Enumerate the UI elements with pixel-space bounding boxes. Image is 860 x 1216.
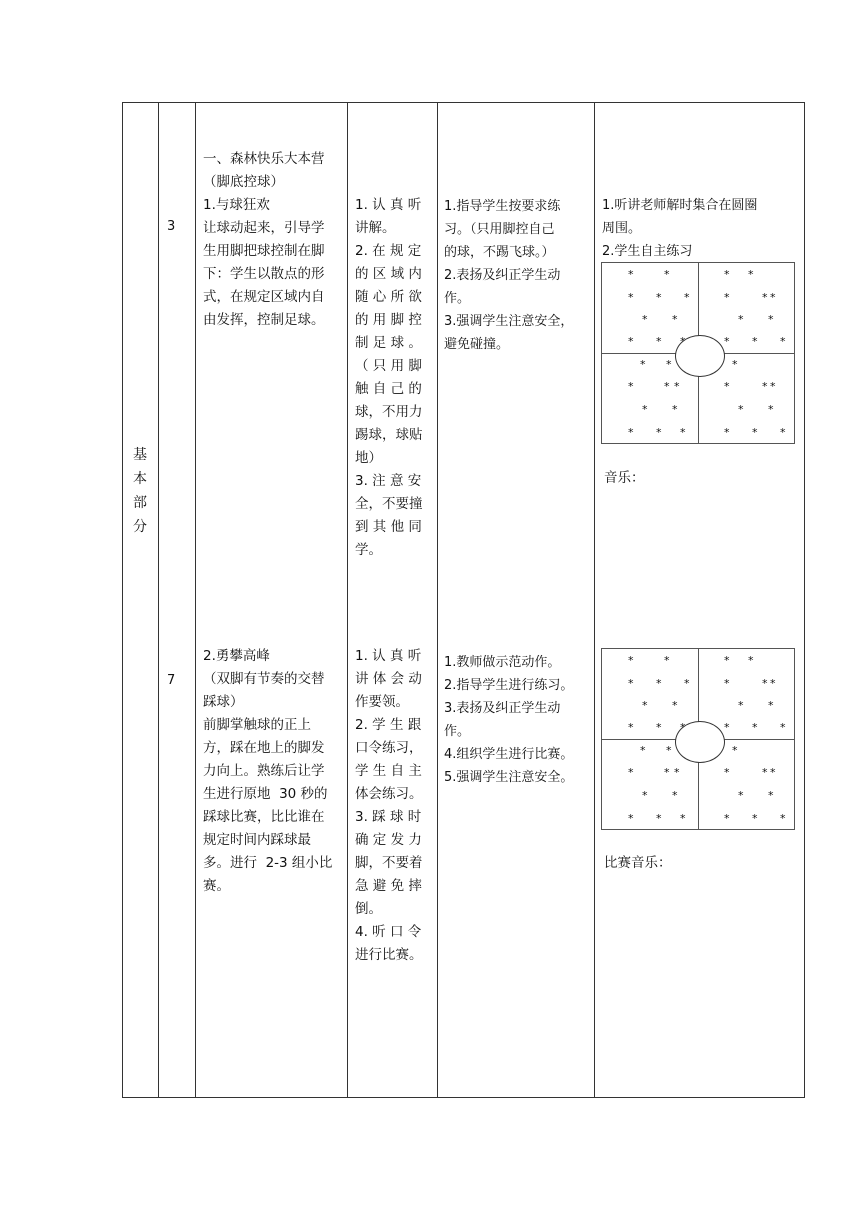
student-marker: * — [752, 426, 758, 439]
student-marker: * — [724, 291, 730, 304]
student-line: 脚，不要着 — [355, 855, 423, 871]
row-2-content — [203, 645, 345, 898]
teacher-line: 5.强调学生注意安全。 — [444, 770, 574, 785]
student-line: 4. 听 口 令 — [355, 924, 422, 940]
teacher-line: 的球，不踢飞球。） — [444, 245, 555, 260]
student-marker: * — [664, 766, 670, 779]
student-marker: * — [672, 403, 678, 416]
student-marker: * — [640, 358, 646, 371]
student-marker: * — [770, 677, 776, 690]
student-marker: * — [628, 291, 634, 304]
student-marker: * — [738, 699, 744, 712]
content-line: 式，在规定区域内自 — [203, 289, 325, 305]
student-marker: * — [724, 677, 730, 690]
teacher-line: 1.指导学生按要求练 — [444, 199, 561, 214]
student-marker: * — [672, 313, 678, 326]
student-line: 1. 认 真 听 — [355, 197, 422, 213]
student-marker: * — [738, 403, 744, 416]
student-marker: * — [724, 766, 730, 779]
student-line: 地） — [355, 450, 382, 466]
teacher-line: 3.强调学生注意安全， — [444, 314, 574, 329]
student-line: 踢球，球贴 — [355, 427, 423, 443]
student-marker: * — [628, 677, 634, 690]
student-line: 倒。 — [355, 901, 382, 917]
section-label-char: 本 — [133, 471, 147, 487]
student-marker: * — [628, 654, 634, 667]
section-label-char: 部 — [133, 495, 147, 511]
student-marker: * — [770, 766, 776, 779]
student-line: （ 只 用 脚 — [355, 358, 422, 374]
content-line: 踩球比赛，比比谁在 — [203, 809, 325, 825]
student-marker: * — [724, 721, 730, 734]
row-1-teacher-activity — [444, 195, 592, 356]
student-line: 2. 在 规 定 — [355, 243, 422, 259]
student-line: 3. 踩 球 时 — [355, 809, 422, 825]
student-line: 体会练习。 — [355, 786, 423, 802]
column-divider — [195, 103, 196, 1097]
student-line: 急 避 免 摔 — [355, 878, 422, 894]
section-label-char: 分 — [133, 519, 147, 535]
student-marker: * — [762, 380, 768, 393]
content-line: 前脚掌触球的正上 — [203, 717, 311, 733]
student-marker: * — [724, 268, 730, 281]
student-marker: * — [762, 291, 768, 304]
section-label — [131, 443, 149, 539]
student-marker: * — [724, 380, 730, 393]
student-marker: * — [748, 654, 754, 667]
student-marker: * — [732, 358, 738, 371]
column-divider — [347, 103, 348, 1097]
student-marker: * — [780, 335, 786, 348]
student-marker: * — [664, 380, 670, 393]
teacher-line: 1.教师做示范动作。 — [444, 655, 561, 670]
formation-diagram — [601, 262, 795, 444]
student-marker: * — [656, 291, 662, 304]
student-line: 学。 — [355, 542, 382, 558]
teacher-line: 4.组织学生进行比赛。 — [444, 747, 574, 762]
student-marker: * — [674, 380, 680, 393]
student-line: 讲 体 会 动 — [355, 671, 422, 687]
content-line: 一、森林快乐大本营 — [203, 151, 325, 167]
row-2-student-activity — [355, 645, 435, 967]
content-line: （双脚有节奏的交替 — [203, 671, 325, 687]
row-1-organization — [602, 194, 802, 263]
student-marker: * — [752, 335, 758, 348]
lesson-table — [122, 102, 805, 1098]
student-line: 进行比赛。 — [355, 947, 423, 963]
student-marker: * — [656, 812, 662, 825]
student-marker: * — [656, 677, 662, 690]
student-marker: * — [666, 358, 672, 371]
content-line: 方，踩在地上的脚发 — [203, 740, 325, 756]
student-marker: * — [642, 699, 648, 712]
student-marker: * — [752, 812, 758, 825]
row-1-time: 3 — [167, 219, 176, 234]
organization-line: 2.学生自主练习 — [602, 244, 693, 259]
row-1-music-label: 音乐： — [604, 470, 645, 486]
student-marker: * — [628, 721, 634, 734]
formation-diagram — [601, 648, 795, 830]
content-line: 1.与球狂欢 — [203, 197, 270, 213]
student-marker: * — [724, 426, 730, 439]
content-line: 多。进行 2-3 组小比 — [203, 855, 333, 871]
student-marker: * — [642, 789, 648, 802]
student-marker: * — [628, 380, 634, 393]
student-marker: * — [768, 313, 774, 326]
student-line: 全，不要撞 — [355, 496, 423, 512]
row-2-teacher-activity — [444, 651, 592, 789]
student-marker: * — [738, 313, 744, 326]
row-1-content — [203, 148, 345, 332]
student-marker: * — [666, 744, 672, 757]
student-marker: * — [732, 744, 738, 757]
student-marker: * — [684, 677, 690, 690]
student-marker: * — [656, 721, 662, 734]
column-divider — [594, 103, 595, 1097]
student-line: 学 生 自 主 — [355, 763, 422, 779]
content-line: 规定时间内踩球最 — [203, 832, 311, 848]
content-line: 下：学生以散点的形 — [203, 266, 325, 282]
student-line: 确 定 发 力 — [355, 832, 422, 848]
teacher-line: 3.表扬及纠正学生动 — [444, 701, 561, 716]
student-marker: * — [680, 812, 686, 825]
student-marker: * — [640, 744, 646, 757]
student-marker: * — [680, 426, 686, 439]
student-marker: * — [674, 766, 680, 779]
teacher-line: 避免碰撞。 — [444, 337, 510, 352]
row-1-student-activity — [355, 194, 435, 562]
row-2-music-label: 比赛音乐： — [604, 855, 672, 871]
content-line: 生用脚把球控制在脚 — [203, 243, 325, 259]
student-marker: * — [738, 789, 744, 802]
column-divider — [158, 103, 159, 1097]
content-line: 踩球） — [203, 694, 244, 710]
student-line: 制 足 球 。 — [355, 335, 422, 351]
content-line: 赛。 — [203, 878, 230, 894]
student-line: 到 其 他 同 — [355, 519, 422, 535]
student-marker: * — [780, 812, 786, 825]
student-marker: * — [780, 721, 786, 734]
student-marker: * — [748, 268, 754, 281]
student-line: 触 自 己 的 — [355, 381, 422, 397]
student-line: 的 用 脚 控 — [355, 312, 422, 328]
student-marker: * — [684, 291, 690, 304]
center-circle — [675, 721, 725, 763]
student-marker: * — [724, 812, 730, 825]
student-marker: * — [768, 789, 774, 802]
student-line: 作要领。 — [355, 694, 409, 710]
content-line: 让球动起来，引导学 — [203, 220, 325, 236]
section-label-char: 基 — [133, 447, 147, 463]
teacher-line: 2.指导学生进行练习。 — [444, 678, 574, 693]
student-line: 口令练习， — [355, 740, 423, 756]
student-line: 3. 注 意 安 — [355, 473, 422, 489]
content-line: 由发挥，控制足球。 — [203, 312, 325, 328]
student-marker: * — [628, 268, 634, 281]
student-line: 1. 认 真 听 — [355, 648, 422, 664]
content-line: （脚底控球） — [203, 174, 284, 190]
organization-line: 周围。 — [602, 221, 642, 236]
student-marker: * — [656, 426, 662, 439]
student-line: 球，不用力 — [355, 404, 423, 420]
student-marker: * — [724, 654, 730, 667]
teacher-line: 习。（只用脚控自己 — [444, 222, 555, 237]
column-divider — [437, 103, 438, 1097]
student-marker: * — [628, 812, 634, 825]
student-marker: * — [642, 403, 648, 416]
student-marker: * — [664, 654, 670, 667]
student-marker: * — [752, 721, 758, 734]
student-marker: * — [642, 313, 648, 326]
content-line: 2.勇攀高峰 — [203, 648, 270, 664]
student-marker: * — [628, 335, 634, 348]
content-line: 生进行原地 30 秒的 — [203, 786, 328, 802]
center-circle — [675, 335, 725, 377]
student-marker: * — [628, 426, 634, 439]
student-marker: * — [628, 766, 634, 779]
student-marker: * — [672, 789, 678, 802]
student-marker: * — [656, 335, 662, 348]
student-marker: * — [762, 766, 768, 779]
teacher-line: 作。 — [444, 291, 471, 306]
student-marker: * — [724, 335, 730, 348]
student-marker: * — [664, 268, 670, 281]
student-marker: * — [768, 699, 774, 712]
teacher-line: 作。 — [444, 724, 471, 739]
row-2-time: 7 — [167, 673, 176, 688]
student-marker: * — [770, 380, 776, 393]
organization-line: 1.听讲老师解时集合在圆圈 — [602, 198, 758, 213]
student-line: 2. 学 生 跟 — [355, 717, 422, 733]
student-marker: * — [768, 403, 774, 416]
student-line: 的 区 域 内 — [355, 266, 422, 282]
teacher-line: 2.表扬及纠正学生动 — [444, 268, 561, 283]
student-marker: * — [762, 677, 768, 690]
student-line: 随 心 所 欲 — [355, 289, 422, 305]
student-marker: * — [672, 699, 678, 712]
student-marker: * — [780, 426, 786, 439]
student-line: 讲解。 — [355, 220, 396, 236]
content-line: 力向上。熟练后让学 — [203, 763, 325, 779]
student-marker: * — [770, 291, 776, 304]
